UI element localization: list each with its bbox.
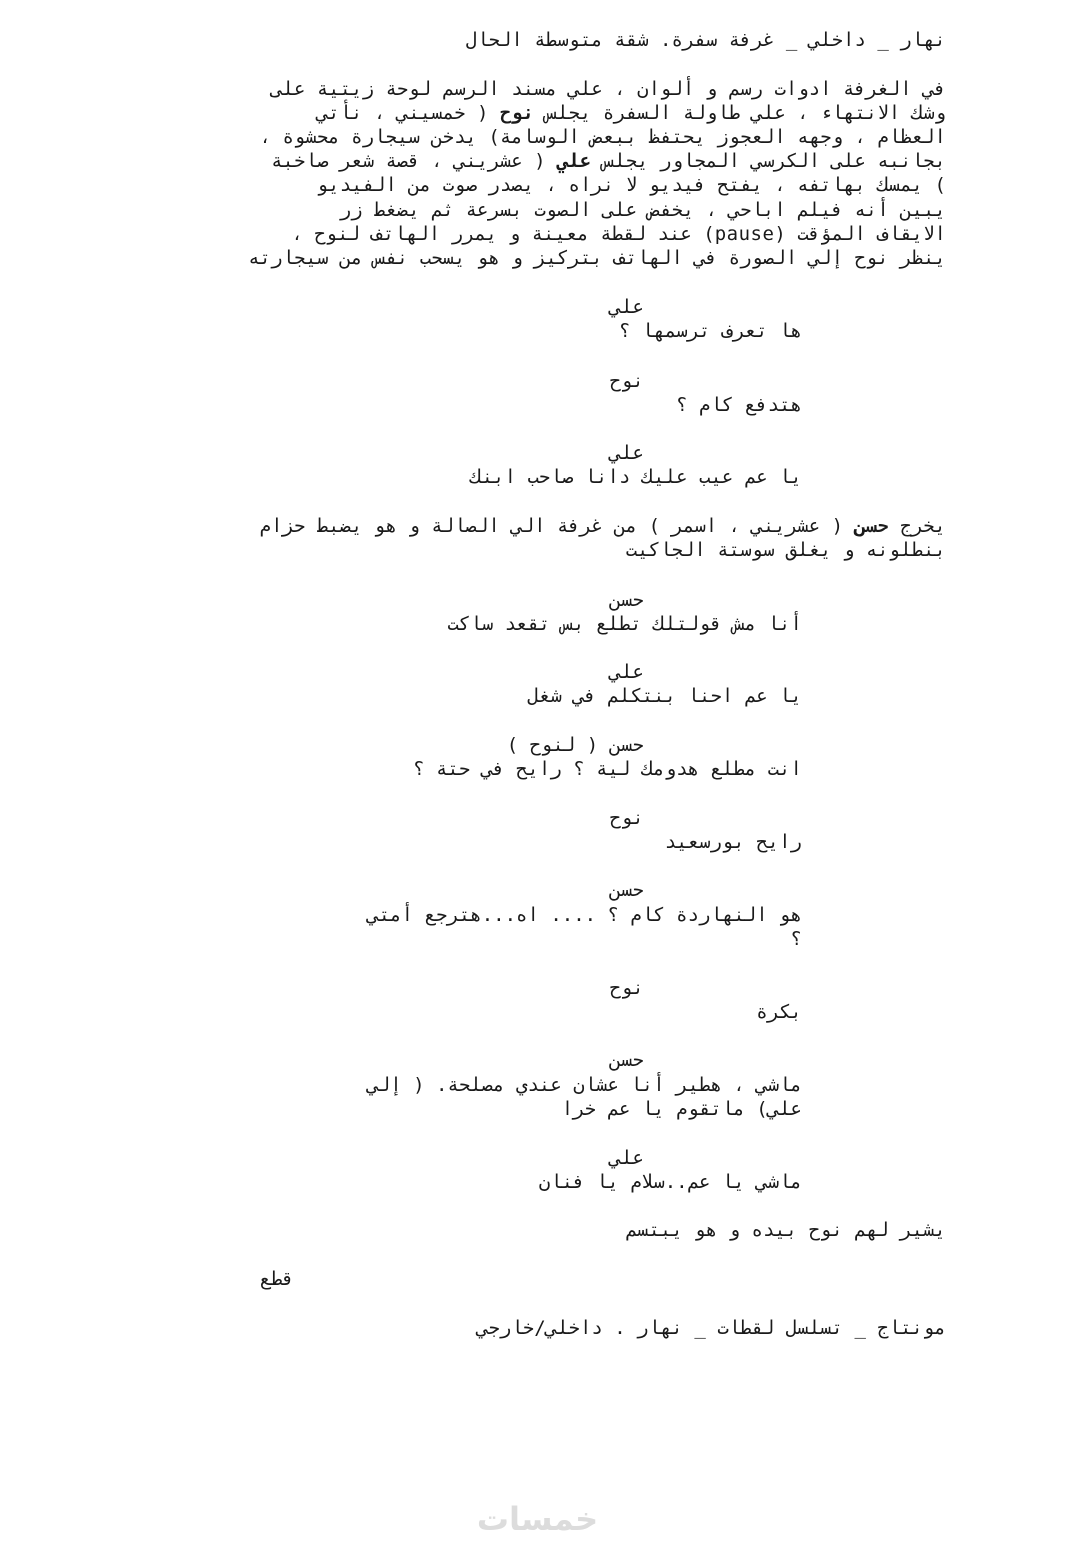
action-line: بنطلونه و يغلق سوستة الجاكيت bbox=[625, 539, 946, 561]
character-cue: نوح bbox=[609, 977, 644, 999]
character-cue: حسن ( لنوح ) bbox=[506, 734, 644, 756]
action-line: ) يمسك بهاتفه ، يفتح فيديو لا نراه ، يصدر صوت من الفيديو bbox=[316, 174, 946, 196]
action-line: الايقاف المؤقت (pause) عند لقطة معينة و يمرر الهاتف لنوح ، bbox=[291, 223, 946, 245]
character-cue: نوح bbox=[609, 807, 644, 829]
watermark-logo: خمسات bbox=[476, 1500, 599, 1538]
action-line: يشير لهم نوح بيده و هو يبتسم bbox=[625, 1219, 946, 1241]
dialogue-line: هو النهاردة كام ؟ .... اه...هترجع أمتي bbox=[367, 904, 802, 926]
character-cue: علي bbox=[609, 661, 644, 683]
dialogue-line: رايح بورسعيد bbox=[664, 831, 802, 853]
action-text: وشك الانتهاء ، علي طاولة السفرة يجلس bbox=[534, 102, 946, 124]
transition: قطع bbox=[259, 1268, 294, 1290]
dialogue-line: أنا مش قولتلك تطلع بس تقعد ساكت bbox=[447, 613, 802, 635]
dialogue-line: علي) ماتقوم يا عم خرا bbox=[561, 1098, 802, 1120]
action-line: يبين أنه فيلم اباحي ، يخفض على الصوت بسرعة ثم يضغط زر bbox=[339, 199, 946, 221]
scene-heading: مونتاج _ تسلسل لقطات _ نهار . داخلي/خارجي bbox=[477, 1317, 946, 1339]
action-line bbox=[260, 514, 946, 538]
action-line: في الغرفة ادوات رسم و ألوان ، علي مسند الرسم لوحة زيتية على bbox=[271, 78, 946, 100]
dialogue-line: ؟ bbox=[790, 928, 802, 950]
dialogue-line: بكرة bbox=[756, 1001, 802, 1023]
character-name-bold: علي bbox=[557, 150, 592, 172]
character-cue: حسن bbox=[609, 1049, 644, 1071]
character-cue: علي bbox=[609, 442, 644, 464]
action-text: ( عشريني ، قصة شعر صاخبة bbox=[271, 150, 558, 172]
action-line: العظام ، وجهه العجوز يحتفظ ببعض الوسامة) يدخن سيجارة محشوة ، bbox=[259, 126, 946, 148]
dialogue-line: ماشي يا عم..سلام يا فنان bbox=[538, 1171, 802, 1193]
character-cue: علي bbox=[609, 296, 644, 318]
action-line: ينظر نوح إلي الصورة في الهاتف بتركيز و هو يسحب نفس من سيجارته bbox=[248, 247, 946, 269]
action-line bbox=[317, 101, 946, 125]
dialogue-line: يا عم احنا بنتكلم في شغل bbox=[527, 685, 802, 707]
action-text: ( عشريني ، اسمر ) من غرفة الي الصالة و هو يضبط حزام bbox=[259, 515, 855, 537]
action-line bbox=[271, 149, 946, 173]
scene-heading: نهار _ داخلي _ غرفة سفرة. شقة متوسطة الحال bbox=[465, 29, 946, 51]
dialogue-line: ماشي ، هطير أنا عشان عندي مصلحة. ( إلي bbox=[367, 1074, 802, 1096]
character-cue: علي bbox=[609, 1147, 644, 1169]
character-cue: نوح bbox=[609, 370, 644, 392]
action-text: يخرج bbox=[888, 515, 946, 537]
character-cue: حسن bbox=[609, 589, 644, 611]
character-name-bold: نوح bbox=[499, 102, 535, 124]
character-name-bold: حسن bbox=[854, 515, 889, 537]
dialogue-line: ها تعرف ترسمها ؟ bbox=[618, 320, 802, 342]
dialogue-line: هتدفع كام ؟ bbox=[676, 394, 802, 416]
action-text: ( خمسيني ، نأتي bbox=[316, 102, 500, 124]
character-cue: حسن bbox=[609, 879, 644, 901]
dialogue-line: انت مطلع هدومك لية ؟ رايح في حتة ؟ bbox=[413, 758, 802, 780]
action-text: بجانبه على الكرسي المجاور يجلس bbox=[591, 150, 946, 172]
dialogue-line: يا عم عيب عليك دانا صاحب ابنك bbox=[470, 466, 802, 488]
